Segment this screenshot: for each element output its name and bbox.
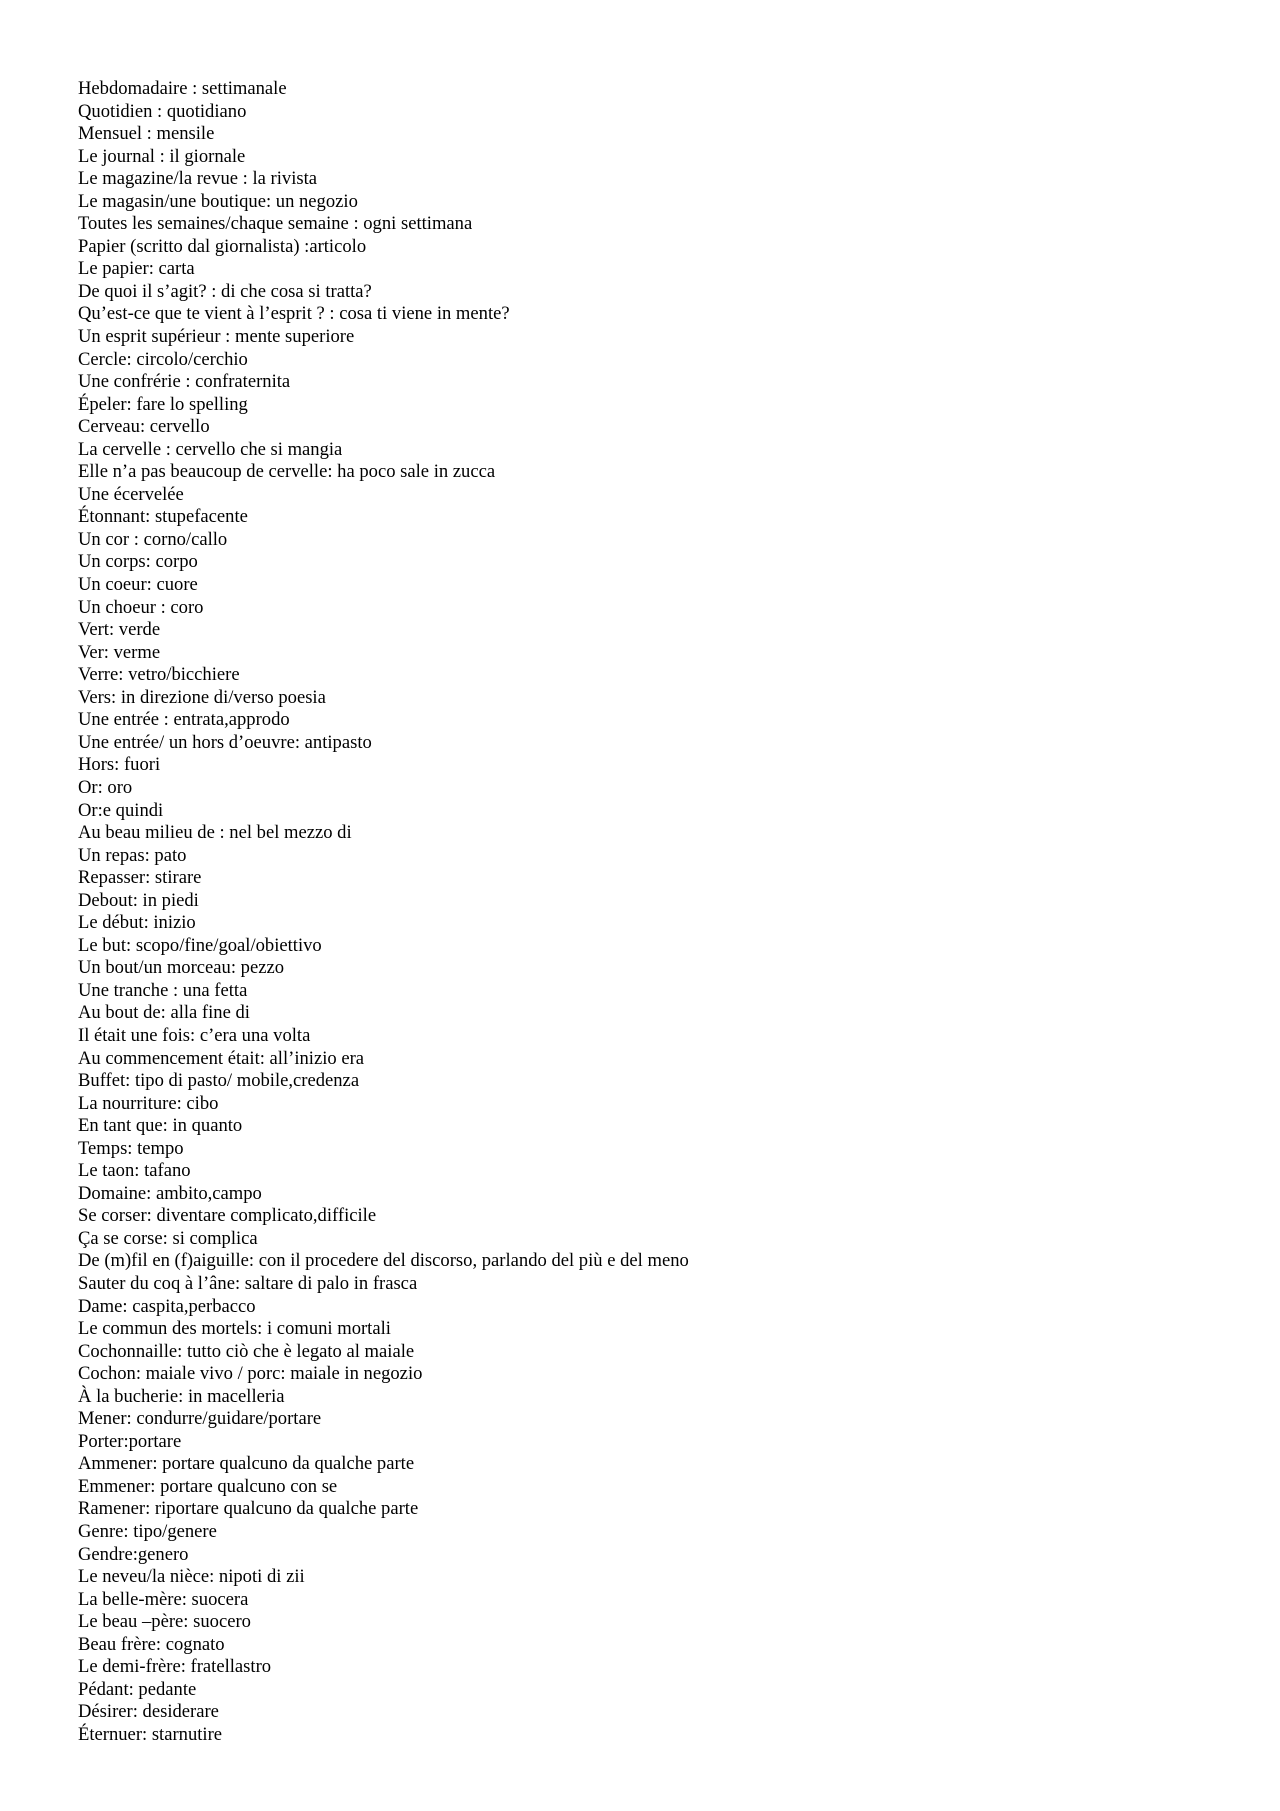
vocab-line: À la bucherie: in macelleria (78, 1385, 285, 1407)
vocab-line: Emmener: portare qualcuno con se (78, 1475, 338, 1497)
vocab-line: Le début: inizio (78, 912, 196, 934)
vocab-line: Une tranche : una fetta (78, 979, 248, 1001)
vocab-line: Une écervelée (78, 483, 184, 505)
vocab-line: Quotidien : quotidiano (78, 100, 247, 122)
vocab-line: Mensuel : mensile (78, 123, 215, 145)
vocab-line: Le taon: tafano (78, 1160, 191, 1182)
vocab-line: Toutes les semaines/chaque semaine : ogni settimana (78, 213, 473, 235)
vocab-line: Le commun des mortels: i comuni mortali (78, 1318, 391, 1340)
vocab-line: Le beau –père: suocero (78, 1611, 251, 1633)
vocab-line: Un bout/un morceau: pezzo (78, 957, 285, 979)
vocab-line: Se corser: diventare complicato,difficile (78, 1205, 377, 1227)
vocab-line: Qu’est-ce que te vient à l’esprit ? : cosa ti viene in mente? (78, 303, 510, 325)
vocab-line: Temps: tempo (78, 1137, 184, 1159)
vocab-line: Elle n’a pas beaucoup de cervelle: ha poco sale in zucca (78, 461, 496, 483)
vocab-line: Ver: verme (78, 641, 161, 663)
vocab-line: Dame: caspita,perbacco (78, 1295, 256, 1317)
vocab-line: Gendre:genero (78, 1543, 189, 1565)
vocab-line: Beau frère: cognato (78, 1633, 225, 1655)
vocab-line: Un esprit supérieur : mente superiore (78, 326, 355, 348)
vocab-line: Une entrée/ un hors d’oeuvre: antipasto (78, 731, 372, 753)
vocab-line: Une entrée : entrata,approdo (78, 709, 290, 731)
vocab-line: Le magazine/la revue : la rivista (78, 168, 318, 190)
vocab-line: Cochon: maiale vivo / porc: maiale in negozio (78, 1363, 423, 1385)
vocab-line: Le magasin/une boutique: un negozio (78, 190, 358, 212)
vocab-line: Un repas: pato (78, 844, 187, 866)
vocab-line: Mener: condurre/guidare/portare (78, 1408, 322, 1430)
vocabulary-list (78, 78, 689, 1746)
vocab-line: Ça se corse: si complica (78, 1227, 258, 1249)
vocab-line: La nourriture: cibo (78, 1092, 219, 1114)
vocab-line: Le papier: carta (78, 258, 195, 280)
vocab-line: Un coeur: cuore (78, 574, 198, 596)
vocab-line: Porter:portare (78, 1430, 182, 1452)
vocab-line: Sauter du coq à l’âne: saltare di palo in frasca (78, 1272, 418, 1294)
vocab-line: Vers: in direzione di/verso poesia (78, 686, 326, 708)
vocab-line: Cercle: circolo/cerchio (78, 348, 248, 370)
vocab-line: Épeler: fare lo spelling (78, 393, 248, 415)
vocab-line: Éternuer: starnutire (78, 1723, 223, 1745)
vocab-line: Le journal : il giornale (78, 145, 246, 167)
vocab-line: Le demi-frère: fratellastro (78, 1656, 272, 1678)
vocab-line: Domaine: ambito,campo (78, 1182, 262, 1204)
vocab-line: Cerveau: cervello (78, 416, 210, 438)
vocab-line: De (m)fil en (f)aiguille: con il procedere del discorso, parlando del più e del meno (78, 1250, 689, 1272)
vocab-line: Vert: verde (78, 619, 161, 641)
vocab-line: La cervelle : cervello che si mangia (78, 438, 343, 460)
vocab-line: Au bout de: alla fine di (78, 1002, 250, 1024)
vocab-line: Pédant: pedante (78, 1678, 197, 1700)
vocab-line: Buffet: tipo di pasto/ mobile,credenza (78, 1070, 360, 1092)
vocab-line: Hors: fuori (78, 754, 161, 776)
vocab-line: Au commencement était: all’inizio era (78, 1047, 365, 1069)
vocab-line: Ramener: riportare qualcuno da qualche parte (78, 1498, 419, 1520)
vocab-line: Repasser: stirare (78, 867, 202, 889)
vocab-line: Un corps: corpo (78, 551, 198, 573)
vocab-line: Un choeur : coro (78, 596, 204, 618)
vocab-line: Hebdomadaire : settimanale (78, 78, 287, 99)
vocab-line: Le but: scopo/fine/goal/obiettivo (78, 934, 322, 956)
vocab-line: Il était une fois: c’era una volta (78, 1024, 311, 1046)
vocab-line: Genre: tipo/genere (78, 1521, 217, 1542)
vocab-line: Or:e quindi (78, 799, 164, 821)
vocab-line: Une confrérie : confraternita (78, 371, 291, 393)
vocab-line: Debout: in piedi (78, 889, 199, 911)
vocab-line: Verre: vetro/bicchiere (78, 664, 240, 686)
vocab-line: Un cor : corno/callo (78, 528, 228, 550)
vocab-line: La belle-mère: suocera (78, 1588, 249, 1610)
vocab-line: Or: oro (78, 776, 133, 798)
vocab-line: Cochonnaille: tutto ciò che è legato al maiale (78, 1340, 415, 1362)
vocab-line: Étonnant: stupefacente (78, 506, 248, 528)
vocab-line: Ammener: portare qualcuno da qualche parte (78, 1453, 415, 1475)
vocab-line: Papier (scritto dal giornalista) :articolo (78, 235, 367, 257)
vocab-line: De quoi il s’agit? : di che cosa si tratta? (78, 280, 372, 302)
vocab-line: Désirer: desiderare (78, 1701, 219, 1723)
vocab-line: Le neveu/la nièce: nipoti di zii (78, 1566, 305, 1588)
vocab-line: Au beau milieu de : nel bel mezzo di (78, 822, 352, 844)
vocab-line: En tant que: in quanto (78, 1115, 243, 1137)
